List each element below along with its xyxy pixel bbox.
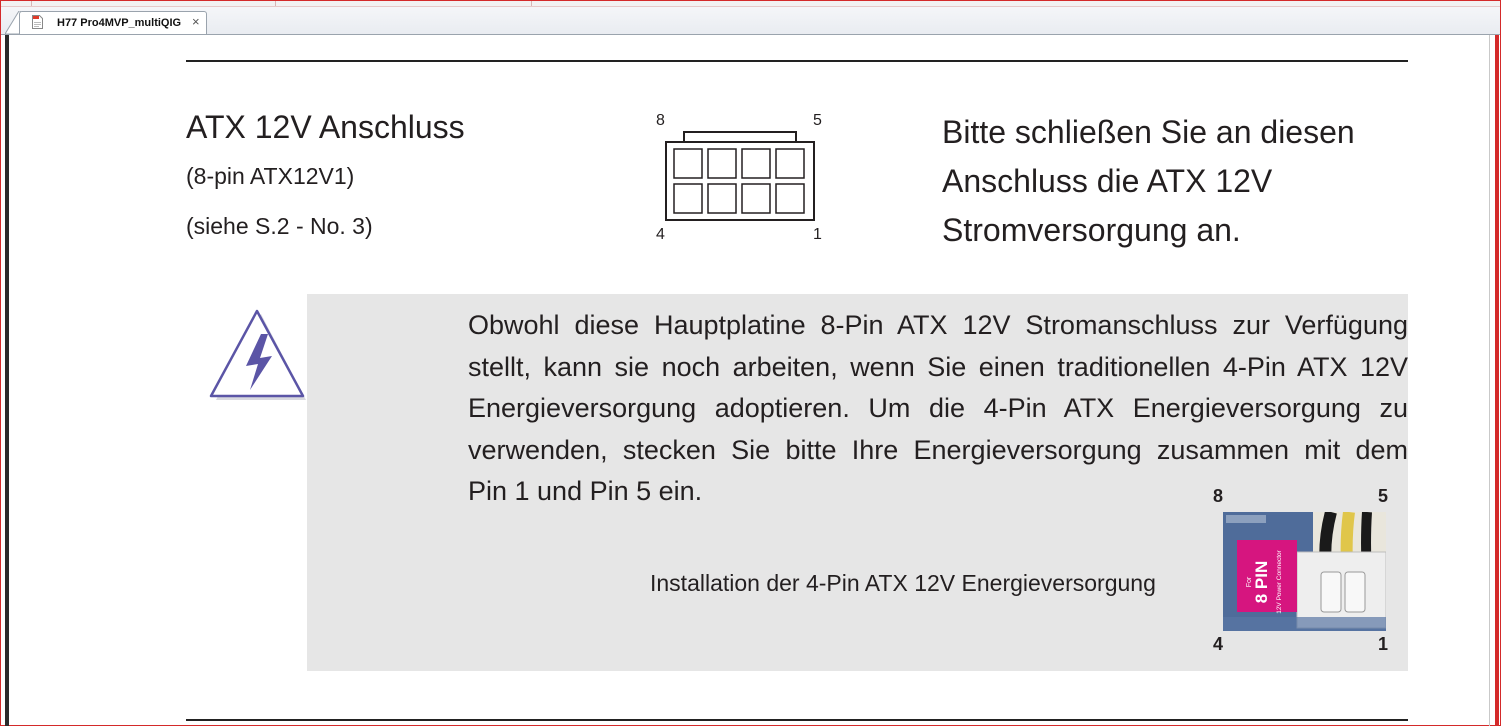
instruction-line: Anschluss die ATX 12V (942, 163, 1273, 199)
pdf-file-icon (32, 15, 43, 29)
pin-label: 5 (813, 112, 822, 129)
photo-pin-label: 1 (1378, 634, 1389, 654)
tab-bar-segment (31, 1, 276, 6)
connector-photo (1223, 512, 1386, 631)
note-text (468, 305, 1408, 513)
pin-label: 1 (813, 226, 822, 243)
photo-label-big: 8 PIN (1252, 560, 1271, 604)
photo-label-small: For (1246, 576, 1253, 588)
photo-label-sub: 12V Power Connector (1276, 550, 1283, 614)
section-subtitle-pin: (8-pin ATX12V1) (186, 163, 355, 189)
connector-diagram (650, 110, 835, 250)
photo-caption: Installation der 4-Pin ATX 12V Energieversorgung (650, 570, 1156, 596)
connector-instruction (942, 108, 1422, 255)
tab-bar-segment (275, 1, 532, 6)
page-right-border (1495, 35, 1499, 726)
photo-pin-label: 5 (1378, 486, 1389, 506)
section-heading: ATX 12V Anschluss (186, 109, 465, 145)
tab-title: H77 Pro4MVP_multiQIG (57, 17, 182, 29)
note-line: Obwohl diese Hauptplatine 8-Pin ATX 12V Stromanschluss zur Verfügung (468, 310, 1408, 340)
photo-pin-label: 4 (1213, 634, 1224, 654)
page-left-border (5, 35, 9, 726)
instruction-line: Stromversorgung an. (942, 212, 1241, 248)
pin-label: 4 (656, 226, 665, 243)
photo-pin-label: 8 (1213, 486, 1224, 506)
tab-bar (1, 1, 1500, 35)
warning-lightning-icon (206, 308, 310, 406)
note-line: verwenden, stecken Sie bitte Ihre Energieversorgung zusammen mit dem (468, 434, 1408, 465)
note-line: Energieversorgung adoptieren. Um die 4-Pin ATX Energieversorgung zu (468, 393, 1408, 423)
note-line: stellt, kann sie noch arbeiten, wenn Sie einen traditionellen 4-Pin ATX 12V (468, 351, 1408, 382)
scroll-edge (1489, 35, 1490, 726)
connector-outline (664, 128, 816, 224)
tab-bar-segment (1, 1, 32, 6)
pin-label: 8 (656, 112, 665, 129)
note-line: Pin 1 und Pin 5 ein. (468, 476, 703, 506)
document-tab[interactable] (19, 11, 207, 34)
section-top-rule (186, 60, 1408, 62)
section-subtitle-ref: (siehe S.2 - No. 3) (186, 213, 373, 239)
close-tab-icon[interactable]: × (192, 14, 200, 29)
section-bottom-rule (186, 719, 1408, 721)
instruction-line: Bitte schließen Sie an diesen (942, 114, 1355, 150)
